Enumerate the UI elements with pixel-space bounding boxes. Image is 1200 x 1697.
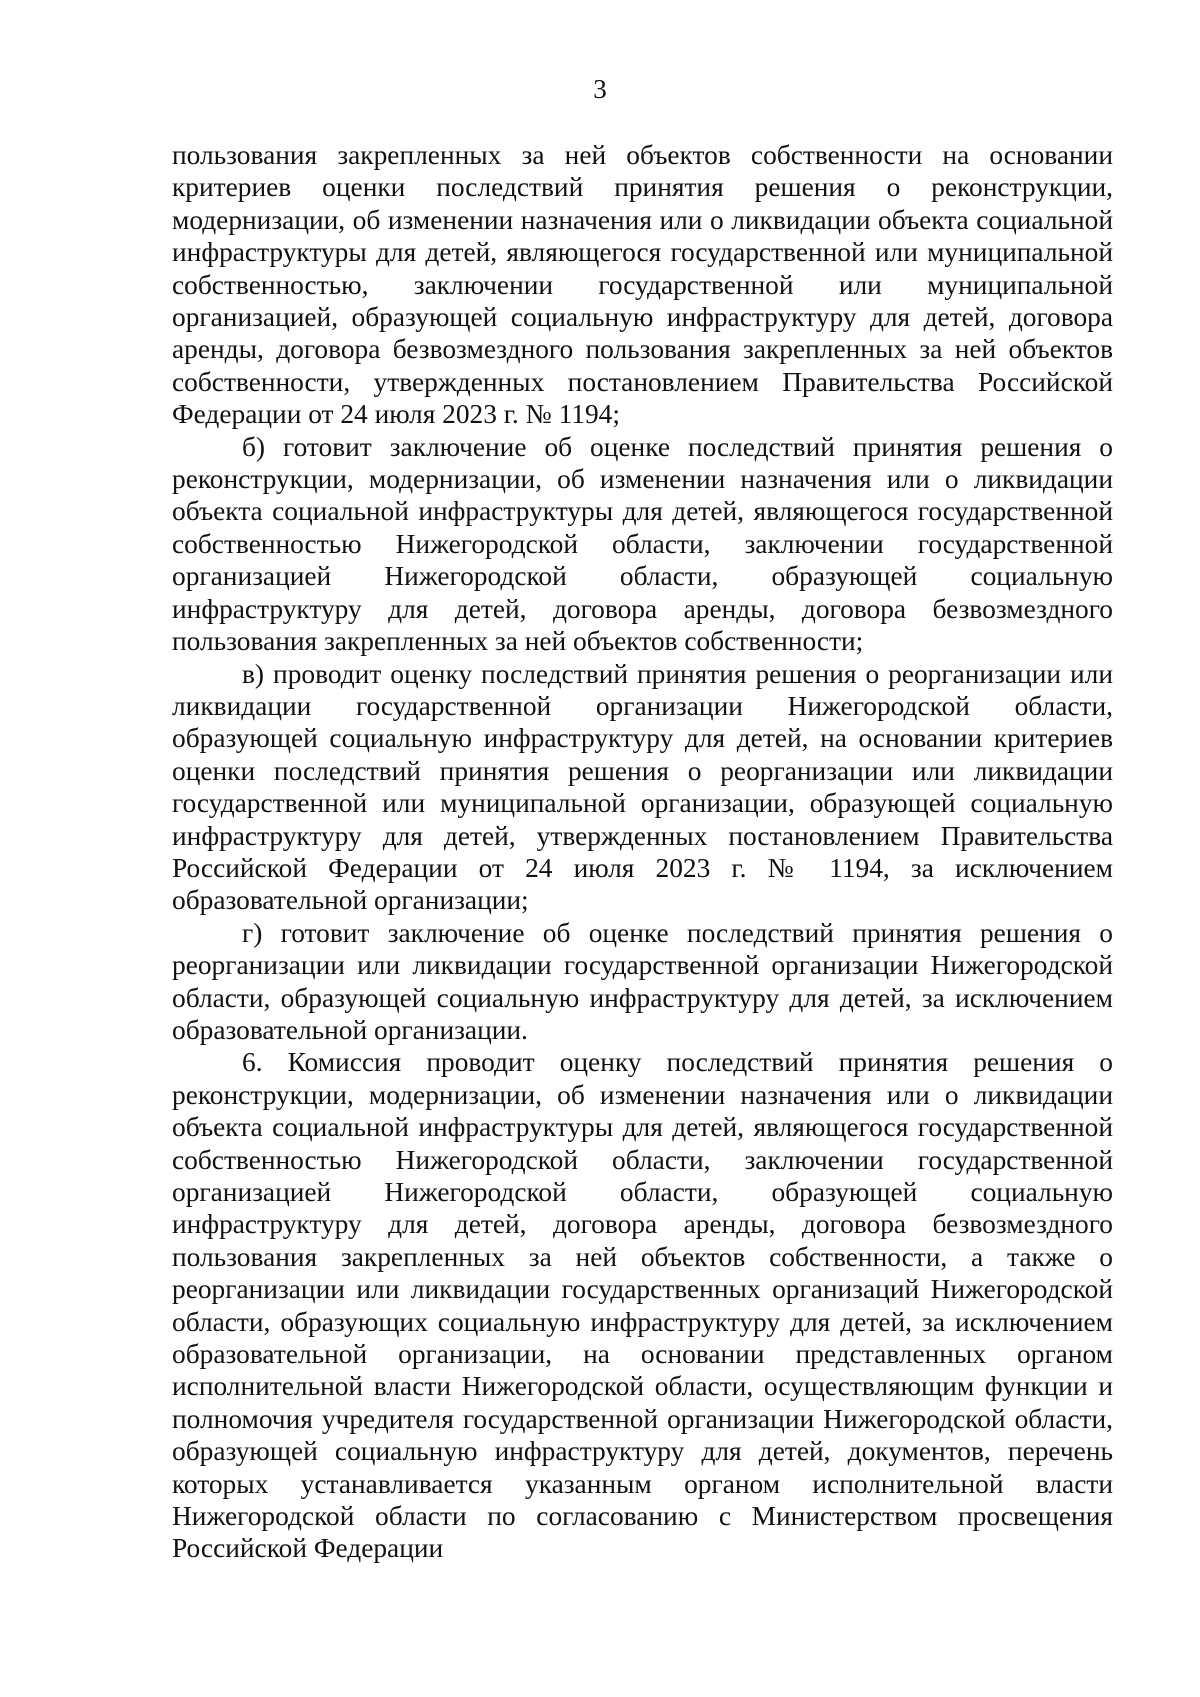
paragraph-item-g: г) готовит заключение об оценке последствий принятия решения о реорганизации или ликвидации государственной организации Нижегородской области, образующей социальную инфраструктуру для детей, за исключением образовательной организации. [172, 917, 1113, 1045]
paragraph-continuation: пользования закрепленных за ней объектов собственности на основании критериев оценки последствий принятия решения о реконструкции, модернизации, об изменении назначения или о ликвидации объекта социальной инфраструктуры для детей, являющегося государственной или муниципальной собственностью, заключении государственной или муниципальной организацией, образующей социальную инфраструктуру для детей, договора аренды, договора безвозмездного пользования закрепленных за ней объектов собственности, утвержденных постановлением Правительства Российской Федерации от 24 июля 2023 г. № 1194; [172, 140, 1113, 430]
document-body [172, 139, 1113, 1565]
paragraph-item-v: в) проводит оценку последствий принятия решения о реорганизации или ликвидации государственной организации Нижегородской области, образующей социальную инфраструктуру для детей, на основании критериев оценки последствий принятия решения о реорганизации или ликвидации государственной или муниципальной организации, образующей социальную инфраструктуру для детей, утвержденных постановлением Правительства Российской Федерации от 24 июля 2023 г. № 1194, за исключением образовательной организации; [172, 658, 1113, 916]
paragraph-section-6: 6. Комиссия проводит оценку последствий принятия решения о реконструкции, модернизации, об изменении назначения или о ликвидации объекта социальной инфраструктуры для детей, являющегося государственной собственностью Нижегородской области, заключении государственной организацией Нижегородской области, образующей социальную инфраструктуру для детей, договора аренды, договора безвозмездного пользования закрепленных за ней объектов собственности, а также о реорганизации или ликвидации государственных организаций Нижегородской области, образующих социальную инфраструктуру для детей, за исключением образовательной организации, на основании представленных органом исполнительной власти Нижегородской области, осуществляющим функции и полномочия учредителя государственной организации Нижегородской области, образующей социальную инфраструктуру для детей, документов, перечень которых устанавливается указанным органом исполнительной власти Нижегородской области по согласованию с Министерством просвещения Российской Федерации [172, 1047, 1113, 1564]
paragraph-item-b: б) готовит заключение об оценке последствий принятия решения о реконструкции, модернизации, об изменении назначения или о ликвидации объекта социальной инфраструктуры для детей, являющегося государственной собственностью Нижегородской области, заключении государственной организацией Нижегородской области, образующей социальную инфраструктуру для детей, договора аренды, договора безвозмездного пользования закрепленных за ней объектов собственности; [172, 431, 1113, 657]
page-number: 3 [593, 74, 607, 104]
